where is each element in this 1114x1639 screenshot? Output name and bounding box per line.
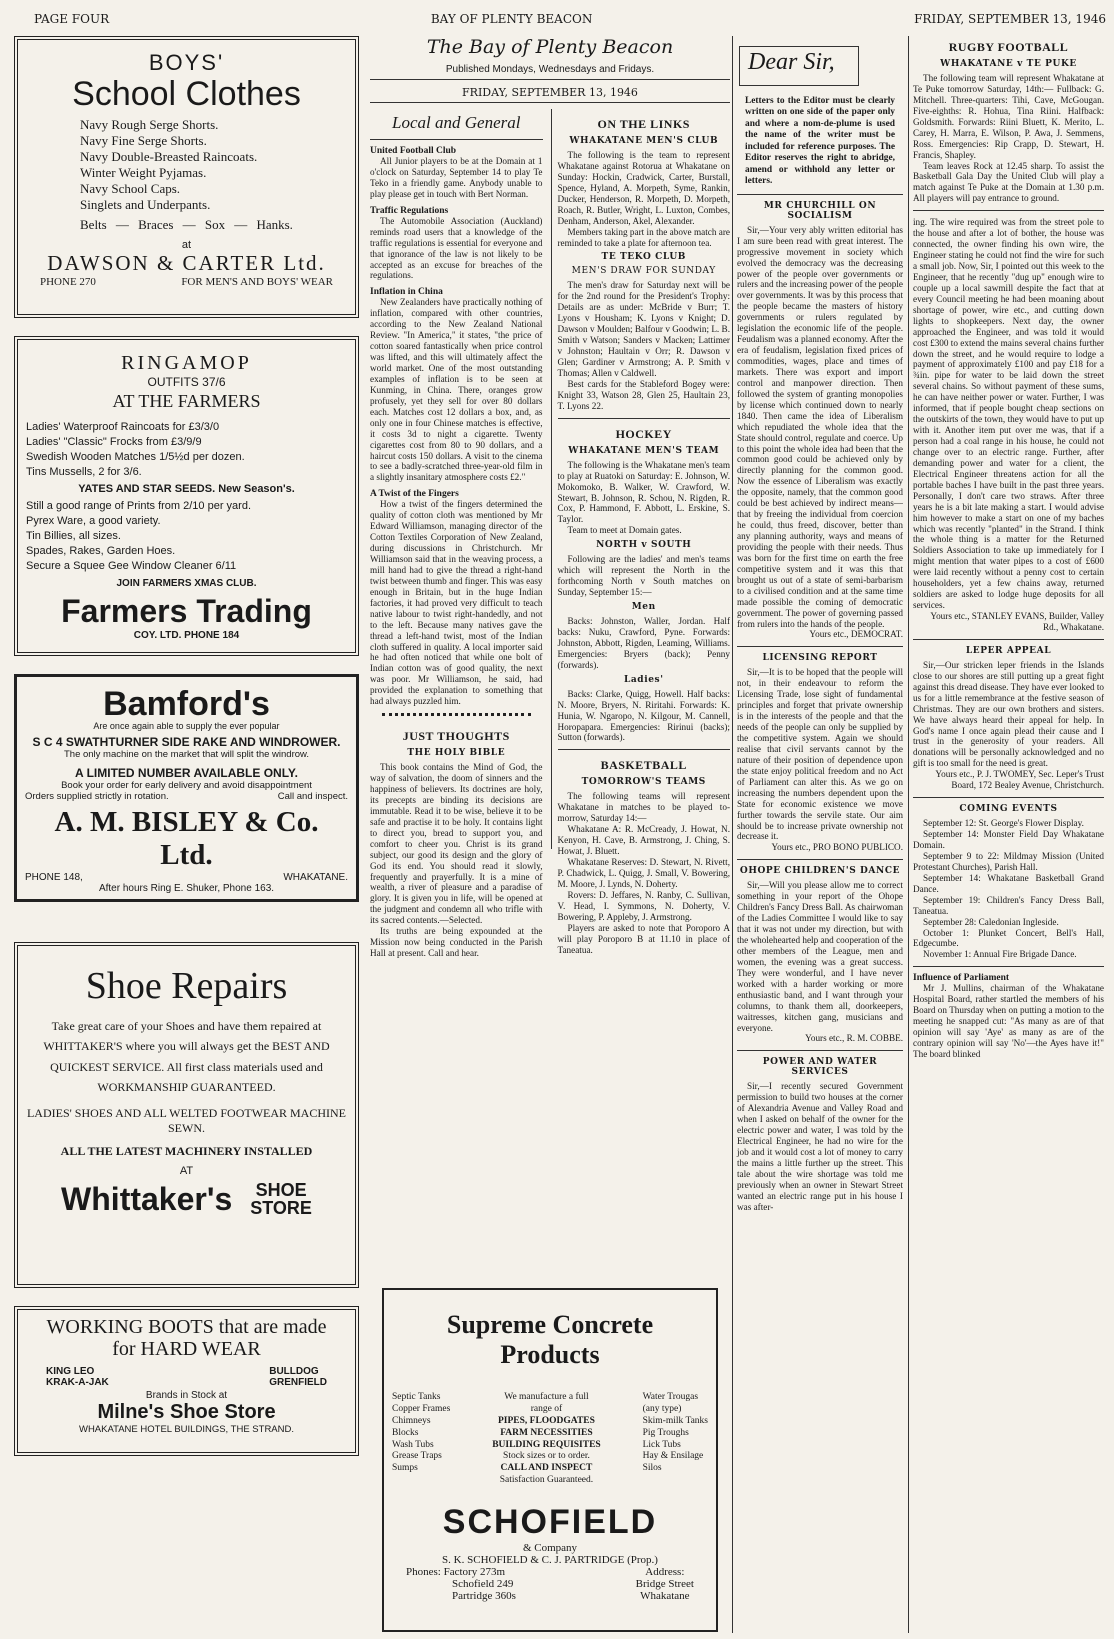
ad-line: After hours Ring E. Shuker, Phone 163. — [98, 883, 275, 894]
item-body: Mr J. Mullins, chairman of the Whakatane Hospital Board, rather startled the members of his Board on Thursday when on putting a motion to the meeting he snapped cut: "As many as are of that opinion will say 'Aye' as many as are of the contrary opinion will say 'No'—the Ayes have it!" The board blinked — [913, 983, 1104, 1059]
store-name: Farmers Trading — [61, 592, 312, 629]
boys-clothes-ad — [14, 36, 359, 318]
letter-title: LICENSING REPORT — [762, 653, 878, 664]
contact-row — [392, 1566, 708, 1602]
item-body: Following are the ladies' and men's teams which will represent the North in the forthcoming North v South matches on Sunday, September 15:— — [557, 554, 730, 598]
ads-column — [14, 36, 359, 1633]
list-item: Navy Double-Breasted Raincoats. — [80, 149, 258, 165]
product: (any type) — [642, 1403, 682, 1414]
ad-line: The only machine on the market that will split the windrow. — [63, 749, 309, 760]
paper-name: BAY OF PLENTY BEACON — [430, 12, 593, 26]
shoe-repairs-ad — [14, 942, 359, 1288]
product: Water Trougas — [642, 1392, 699, 1402]
store-name: DAWSON & CARTER Ltd. — [47, 250, 326, 275]
brand-left — [46, 1366, 109, 1388]
section-title: RUGBY FOOTBALL — [948, 40, 1069, 54]
divider — [913, 210, 1104, 211]
ad-title: Shoe Repairs — [85, 965, 288, 1007]
brand-right — [269, 1366, 327, 1388]
letter-body: Sir,—I recently secured Government permission to build two houses at the corner of Alexandria Avenue and Valley Road and when I asked on behalf of the owner for the electric power and water, I was told by the Electrical Engineer, he had no wire for the job and it would cost a lot of money to carry the mains a little further up the street. This tale about the wire shortage was told me previously when an owner in Stewart Street wanted an electric range put in his house I was after- — [737, 1081, 903, 1212]
ad-line: S. K. SCHOFIELD & C. J. PARTRIDGE (Prop.) — [442, 1554, 658, 1566]
item-body: Whakatane Reserves: D. Stewart, N. Rivett, P. Chadwick, L. Quigg, J. Small, V. Bowering, M. Moore, J. Lynds, N. Doherty. — [557, 857, 730, 889]
product: Septic Tanks — [392, 1392, 441, 1402]
item-body: Backs: Johnston, Waller, Jordan. Half backs: Nuku, Crawford, Pyne. Forwards: Johnston, Abbott, Rigden, Leaming, Williams. Emergencies: Bryers (back); Penny (forwards). — [557, 616, 730, 670]
item-heading: A Twist of the Fingers — [370, 489, 459, 500]
product: Grease Traps — [392, 1451, 442, 1462]
divider — [913, 797, 1104, 798]
letters-column — [732, 36, 907, 1633]
letter-title: MR CHURCHILL ON SOCIALISM — [763, 200, 877, 221]
product: Stock sizes or to order. — [503, 1451, 590, 1462]
section-subtitle: Men — [631, 602, 656, 612]
ad-subtitle: OUTFITS 37/6 — [147, 375, 226, 389]
item-heading: Traffic Regulations — [370, 205, 449, 216]
phones — [406, 1566, 516, 1602]
item-body: The following is the team to represent Whakatane against Rotorua at Whakatane on Sunday: Hockin, Cradwick, Carter, Burstall, Spence, Hyland, A. Morpeth, Syme, Rankin, Ducker, Henderson, R. Morpeth, D. Morpeth, Roach, R. Butler, Wright, L. Luxton, Combes, Denham, Anderson, Akel, Alexander. — [557, 150, 730, 226]
ad-line: S C 4 SWATHTURNER SIDE RAKE AND WINDROWER. — [32, 735, 341, 749]
product: Satisfaction Guaranteed. — [499, 1475, 594, 1486]
product: Skim-milk Tanks — [642, 1415, 708, 1426]
ad-line: COY. LTD. PHONE 184 — [133, 629, 240, 641]
ad-line: Orders supplied strictly in rotation. — [25, 791, 169, 802]
ad-line: & Company — [522, 1542, 578, 1554]
product: Blocks — [392, 1427, 419, 1438]
ad-line: WHAKATANE HOTEL BUILDINGS, THE STRAND. — [78, 1424, 294, 1435]
section-subtitle: COMING EVENTS — [959, 804, 1058, 815]
news-column — [370, 36, 730, 1633]
ad-line: Call and inspect. — [277, 791, 348, 802]
section-subtitle: MEN'S DRAW FOR SUNDAY — [571, 266, 716, 277]
item-body: Whakatane A: R. McCready, J. Howat, N. Kenyon, H. Cave, B. Armstrong, J. Ching, S. Howat, J. Bluett. — [557, 824, 730, 857]
section-title: JUST THOUGHTS — [402, 729, 510, 744]
item-body: Best cards for the Stableford Bogey were: Knight 33, Watson 28, Glen 25, Haultain 23, T. Lyons 22. — [557, 378, 730, 411]
event-item: September 12: St. George's Flower Display. — [923, 818, 1084, 829]
phone: Schofield 249 — [452, 1578, 514, 1590]
event-item: September 14: Whakatane Basketball Grand Dance. — [913, 872, 1104, 894]
ad-line: Pyrex Ware, a good variety. — [26, 515, 161, 528]
letter-signature: Yours etc., STANLEY EVANS, Builder, Valley Rd., Whakatane. — [930, 611, 1104, 632]
local-general — [370, 109, 543, 959]
ad-line: YATES AND STAR SEEDS. New Season's. — [78, 483, 295, 496]
product: Wash Tubs — [392, 1439, 434, 1450]
event-item: September 14: Monster Field Day Whakatane Domain. — [913, 829, 1104, 850]
tagline: FOR MEN'S AND BOYS' WEAR — [181, 275, 333, 288]
list-item: Singlets and Underpants. — [80, 196, 211, 212]
ad-footer — [26, 276, 347, 288]
product-lists — [392, 1392, 708, 1487]
item-body: How a twist of the fingers determined the quality of cotton cloth was mentioned by Mr Edward Williamson, managing director of the Cotton Textiles Corporation of New Zealand, during discussions in Christchurch. Mr Williamson said that in the weaving process, a mill hand had to give the thread a right-hand twist between thumb and finger. This was easy enough in Britain, but in the huge Indian factories, it had proved very difficult to teach native labour to twist right-handedly, and not to the left. Because many natives gave the thread a left-hand twist, most of the Indian cloth suffered in quality. A local importer said he had often noticed that while one bolt of Indian cotton was of good quality, the next was poor. Mr Williamson, he said, had provided the explanation to something that had always puzzled him. — [370, 499, 543, 707]
item-heading: Influence of Parliament — [913, 973, 1010, 984]
masthead — [370, 36, 730, 80]
phone: PHONE 270 — [40, 275, 96, 288]
item-heading: United Football Club — [370, 146, 457, 156]
product-list-right — [643, 1392, 708, 1487]
item-body: New Zealanders have practically nothing of inflation, compared with other countries, according to the New Zealand National Review. "In America," it states, "the price of cotton soared fantastically when price control was lifted, and this will ultimately affect the world market. One of the most outstanding examples of inflation is to be seen at Kunming, in China. There, oranges grow profusely, yet they sell for over 80 dollars each. Matches cost 12 dollars a box, and, as only one in four Chinese matches is effective, it costs 3d to night a cigarette. Twenty cigarettes cost from 80 to 90 dollars, and a haircut costs 150 dollars. A visit to the cinema to see a badly-scratched three-year-old film in a slightly insanitary atmosphere costs £2." — [370, 297, 543, 483]
event-item: September 28: Caledonian Ingleside. — [923, 916, 1059, 927]
ad-title: School Clothes — [72, 75, 301, 113]
item-body: Team to meet at Domain gates. — [567, 525, 682, 536]
ad-line: Brands in Stock at — [145, 1390, 228, 1401]
extra-item: Hanks. — [256, 216, 293, 232]
event-item: November 1: Annual Fire Brigade Dance. — [923, 949, 1077, 960]
product: CALL AND INSPECT — [500, 1463, 593, 1474]
ad-line: Secure a Squee Gee Window Cleaner 6/11 — [26, 559, 237, 572]
ad-line: Book your order for early delivery and avoid disappointment — [61, 780, 312, 791]
bamford-ad — [14, 674, 359, 902]
letter-signature: Yours etc., R. M. COBBE. — [805, 1033, 903, 1044]
item-body: Rovers: D. Jeffares, N. Ranby, C. Sullivan, V. Head, I. Symmons, N. Doherty, V. Bowering, P. Appleby, J. Armstrong. — [557, 889, 730, 922]
store-word: SHOE — [255, 1180, 307, 1201]
ad-heading: AT THE FARMERS — [112, 391, 261, 411]
company-name: SCHOFIELD — [442, 1503, 658, 1541]
section-subtitle: THE HOLY BIBLE — [407, 748, 506, 759]
letter-title: LEPER APPEAL — [965, 645, 1052, 656]
product: range of — [530, 1403, 563, 1414]
news-body — [370, 109, 730, 959]
product: FARM NECESSITIES — [500, 1427, 593, 1438]
letter-body: Sir,—Your very ably written editorial has I am sure been read with great interest. The progressive movement in society which evolved the democracy was the decreasing power of the people over governments or rulers and the increasing power of the people over governments. It was by this process that the people became the masters of history governments or rulers regulated by legislation the economic life of the people. Feudalism was a planned economy. After the era of feudalism, legislation fixed prices of commodities, wages, place and times of markets. There was export and import control and manpower direction. Then followed the system of granting monopolies by license which continued down to nearly 1840. Then came the idea of Liberalism which repudiated the whole idea that the State should control, regulate and coerce. Up to this point the whole idea had been that the common good could be achieved only by directly planning for the common good. Now the essence of Liberalism was exactly the opposite, namely, that the common good could be best achieved by indirect means—that by freeing the individual from coercion he could, thus freed, discover, better than any planning authority, ways and means of providing the people with their needs. Thus was born for the first time on earth the free competitive system and it was this that brought us out of a state of semi-barbarism to a civilised condition and at the same time made possible the coming of democratic government. The power of governing passed from rulers into the hands of the people. — [737, 224, 903, 629]
item-body: Players are asked to note that Poroporo A will play Poroporo B at 11.10 in place of Taneatua. — [557, 922, 730, 955]
section-subtitle: WHAKATANE MEN'S CLUB — [569, 136, 719, 146]
brand: KRAK-A-JAK — [46, 1377, 109, 1388]
item-body: The following team will represent Whakatane at Te Puke tomorrow Saturday, 14th:— Fullback: G. Mitchell. Three-quarters: Tihi, Cave, McGougan. Five-eighths: R. Hohua, Tina Riini. Halfback: Goldsmith. Forwards: Riini Bluett, K. Merito, L. Carey, H. Marra, E. Wilson, P. Awa, J. Semmens, Ross. Emergencies: Rip Crapp, D. Stewart, H. Francis, Shapley. — [913, 73, 1104, 160]
divider — [737, 859, 903, 860]
ad-row — [25, 791, 348, 802]
rugby-column — [908, 36, 1108, 1633]
list-item: Winter Weight Pyjamas. — [80, 164, 207, 180]
item-body: Backs: Clarke, Quigg, Howell. Half backs: N. Moore, Bryers, N. Riritahi. Forwards: K. Hunia, W. Ngaropo, N. Kilgour, M. Cannell, Horopapara. Emergencies: Ririnui (backs); Sutton (forwards). — [557, 688, 730, 743]
ad-title: BOYS' — [148, 50, 225, 75]
letter-signature: Yours etc., P. J. TWOMEY, Sec. Leper's Trust Board, 172 Bealey Avenue, Christchurch. — [935, 769, 1104, 791]
publication-note: Published Mondays, Wednesdays and Fridays. — [445, 64, 655, 75]
brand: KING LEO — [46, 1366, 95, 1377]
product-list-left — [392, 1392, 450, 1487]
item-body: Its truths are being expounded at the Mission now being conducted in the Parish Hall at present. Call and hear. — [370, 926, 543, 959]
section-subtitle: WHAKATANE v TE PUKE — [940, 59, 1077, 69]
divider — [913, 639, 1104, 640]
product: Chimneys — [392, 1415, 431, 1426]
divider — [382, 713, 531, 721]
ad-line: Ladies' "Classic" Frocks from £3/9/9 — [26, 435, 202, 448]
brand: GRENFIELD — [269, 1377, 327, 1388]
ad-line: Swedish Wooden Matches 1/5½d per dozen. — [26, 450, 245, 463]
address-line: Bridge Street — [635, 1578, 694, 1590]
extra-item: Sox — [204, 216, 226, 232]
letter-signature: Yours etc., PRO BONO PUBLICO. — [771, 842, 903, 853]
phone: Partridge 360s — [452, 1590, 516, 1602]
list-item: Navy Rough Serge Shorts. — [80, 117, 219, 133]
divider — [558, 418, 731, 419]
paper-masthead: The Bay of Plenty Beacon — [426, 36, 674, 58]
town: WHAKATANE. — [283, 872, 348, 883]
brand: BULLDOG — [269, 1366, 319, 1377]
item-body: The Automobile Association (Auckland) reminds road users that a knowledge of the traffic regulations is essential for everyone and that ignorance of the law is not likely to be accepted as an excuse for breaches of the regulations. — [370, 215, 543, 281]
ad-body: Take great care of your Shoes and have them repaired at WHITTAKER'S where you will always get the BEST AND QUICKEST SERVICE. All first class materials used and WORKMANSHIP GUARANTEED. — [43, 1019, 330, 1095]
ad-line: Ladies' Waterproof Raincoats for £3/3/0 — [26, 421, 220, 433]
store-name: Milne's Shoe Store — [97, 1401, 276, 1423]
ad-title: RINGAMOP — [121, 352, 252, 374]
boots-ad — [14, 1306, 359, 1456]
store-word: STORE — [250, 1198, 312, 1219]
event-item: October 1: Plunket Concert, Bell's Hall, Edgecumbe. — [913, 927, 1104, 949]
ad-line: Tin Billies, all sizes. — [26, 530, 121, 543]
section-subtitle: TE TEKO CLUB — [601, 252, 686, 263]
letters-logo: Dear Sir, — [739, 46, 859, 86]
page-header — [34, 12, 1106, 28]
ad-line: JOIN FARMERS XMAS CLUB. — [116, 577, 257, 589]
item-body: Members taking part in the above match are reminded to take a plate for afternoon tea. — [557, 226, 730, 248]
list-item: Navy Fine Serge Shorts. — [80, 133, 207, 149]
letter-title: OHOPE CHILDREN'S DANCE — [739, 866, 901, 877]
product: Hay & Ensilage — [642, 1451, 704, 1462]
ad-line: Are once again able to supply the ever popular — [93, 721, 280, 731]
ad-line: Tins Mussells, 2 for 3/6. — [26, 465, 142, 478]
events-list — [913, 818, 1104, 960]
event-item: September 19: Children's Fancy Dress Ball, Taneatua. — [913, 894, 1104, 916]
item-body: The men's draw for Saturday next will be for the 2nd round for the President's Trophy: Details are as under: McBride v Burr; T. Lyons v Housham; K. Lyons v Knight; D. Dawson v Moulden; Balfour v Goodwin; L. B. Smith v Watson; Sanders v Macken; Lattimer v Johnston; Haultain v Orr; R. Dawson v Glen; Gardiner v Armstrong; A. P. Smith v Thomas; Allen v Caldwell. — [557, 280, 730, 378]
item-list — [26, 117, 347, 212]
dateline: FRIDAY, SEPTEMBER 13, 1946 — [370, 86, 730, 103]
letter-continued: ing. The wire required was from the street pole to the house and after a lot of bother, the house was connected, the owner finding his own wire, the Engineer stating he could not find the wire for such a small job. Now, Sir, I pointed out this week to the Engineer, that he recently "dug up" enough wire to couple up a local sawmill despite the fact that at every Council meeting he had been moaning about shortage of power, wire etc., and cutting down lights to shopkeepers. Next day, the owner approached the Engineer, and was told it would cost £300 to extend the mains several chains further down the street, and he would require to lodge a payment of approximately £100 and pay £18 for a ¾in. pipe for water to be laid down the street several chains. So without payment of these sums, he can have neither power or water. Further, I was informed, that if people bought cheap sections on the outskirts of the town, they would have to put up with it. Another item put over me was, that if a person had a coal range in his house, he could not change over to an electric range. Further, after demanding power and water for a client, the Electrical Engineer threatens action for all the portable baches I have built in the past three years. Personally, I don't care two straws. After three years he is a bit late making a start. I would advise him however to make a start on one of my baches which was recently "planted" in the Strand. I think the whole thing is a matter for the Returned Soldiers Association to take up immediately for I might mention that water pipes to a cost of £600 were laid recently without a penny cost to certain householders, yet a few chains away, returned soldiers are asked to lodge huge deposits for all services. — [913, 217, 1104, 611]
store-name: Whittaker's — [61, 1180, 233, 1217]
address — [636, 1566, 694, 1602]
ad-line: A LIMITED NUMBER AVAILABLE ONLY. — [75, 766, 298, 780]
ad-title: for HARD WEAR — [112, 1338, 261, 1360]
store-row — [26, 1181, 347, 1218]
ad-line: Still a good range of Prints from 2/10 per yard. — [26, 500, 252, 513]
item-body: All Junior players to be at the Domain at 1 o'clock on Saturday, September 14 to play Te Teko in a friendly game. Anybody unable to play please get in touch with Bert Norman. — [370, 156, 543, 199]
address-line: Whakatane — [640, 1590, 690, 1602]
product: PIPES, FLOODGATES — [497, 1415, 595, 1426]
divider — [737, 194, 903, 195]
ad-title: Bamford's — [103, 685, 270, 723]
product: BUILDING REQUISITES — [492, 1439, 601, 1450]
page-date: FRIDAY, SEPTEMBER 13, 1946 — [914, 12, 1106, 26]
letter-body: Sir,—Will you please allow me to correct something in your report of the Ohope Children's Fancy Dress Ball. As chairwoman of the Ladies Committee I would like to say that it was not under my direction, but with the wholehearted help and cooperation of the other members of the League, men and women, the evening was a great success. They were wonderful, and I have never worked with a harder working or more enthusiastic band, and I want through your columns, to thank them all, doorkeepers, waitresses, kitchen gang, musicians and everyone. — [737, 880, 903, 1033]
item-body: Team leaves Rock at 12.45 sharp. To assist the Basketball Gala Day the United Club will play a match against Te Puke at the Domain at 1.30 p.m. All players will pay entrance to ground. — [913, 160, 1104, 204]
letter-body: Sir,—Our stricken leper friends in the Islands close to our shores are still putting up a great fight against this dread disease. They have ever looked to us for a little remembrance at the festive season of Christmas. They are our own brothers and sisters. We have always heard their appeal for help. In God's name I once again plead their cause and I trust in the generosity of your readers. All donations will be personally acknowledged and no gift is too small for the need is great. — [913, 659, 1104, 769]
section-title: ON THE LINKS — [597, 117, 690, 131]
event-item: September 9 to 22: Mildmay Mission (United Protestant Churches), Parish Hall. — [913, 850, 1104, 872]
farmers-ad — [14, 336, 359, 656]
ad-at: at — [181, 238, 192, 251]
page-number: PAGE FOUR — [34, 12, 110, 26]
section-title: Local and General — [370, 109, 543, 140]
ad-line: ALL THE LATEST MACHINERY INSTALLED — [60, 1143, 313, 1158]
letter-signature: Yours etc., DEMOCRAT. — [809, 629, 903, 640]
product: Pig Troughs — [642, 1427, 689, 1438]
store-label — [250, 1181, 312, 1217]
item-heading: Inflation in China — [370, 287, 443, 298]
list-item: Navy School Caps. — [80, 180, 181, 196]
section-subtitle: TOMORROW'S TEAMS — [581, 777, 706, 788]
address-label: Address: — [645, 1566, 685, 1578]
brand-row — [26, 1360, 347, 1388]
product-list-mid — [492, 1392, 601, 1487]
letter-body: Sir,—It is to be hoped that the people will not, in their endeavour to reform the Licensing Trade, lose sight of fundamental principles and forget that private ownership is in the interests of the people and that the needs of the people can only be supplied by the competitive system. Again we should realise that civil servants cannot by the nature of their position of dependence upon the state enjoy political freedom and no Act of Parliament can alter this. As we go on increasing the numbers dependent upon the State for economic existence we move further towards the servile state. Our aim should be to increase private ownership not decrease it. — [737, 667, 903, 842]
ad-line: Spades, Rakes, Garden Hoes. — [26, 544, 176, 557]
item-body: This book contains the Mind of God, the way of salvation, the doom of sinners and the happiness of believers. Its doctrines are holy, its precepts are binding its decisions are immutable. Read it to be wise, believe it to be safe and practise it to be holy. It contains light to direct you, bread to support you, and comfort to cheer you. Christ is its grand subject, our good its design and the glory of God its end. You should read it slowly, frequently and prayerfully. It is a mine of wealth, a river of pleasure and a paradise of glory. It is given you in life, will be opened at the judgment and condemn all who trifle with its sacred contents.—Selected. — [370, 762, 543, 926]
product: Silos — [642, 1463, 662, 1474]
extras-row: Belts — Braces — Sox — Hanks. — [80, 216, 293, 232]
extra-item: Belts — [80, 216, 107, 232]
divider — [737, 1050, 903, 1051]
concrete-ad — [382, 1288, 718, 1632]
ad-title: Products — [500, 1340, 600, 1369]
letters-notice: Letters to the Editor must be clearly written on one side of the paper only and where a nom-de-plume is used the name of the writer must be included for reference purposes. The Editor reserves the right to abridge, amend or withhold any letter or letters. — [745, 96, 895, 187]
item-body: The following is the Whakatane men's team to play at Ruatoki on Saturday: E. Johnson, W. Mokomoko, B. Walker, W. Crawford, W. Stewart, B. Johnson, R. Schou, N. Rigden, R. Cox, P. Hammond, F. Abbott, L. Erskine, S. Taylor. — [557, 459, 730, 525]
ad-row — [25, 872, 348, 883]
section-title: BASKETBALL — [600, 758, 687, 773]
phone: Phones: Factory 273m — [406, 1566, 505, 1578]
divider — [737, 646, 903, 647]
ad-title: Supreme Concrete — [446, 1310, 654, 1339]
letter-title: POWER AND WATER SERVICES — [762, 1057, 878, 1078]
section-subtitle: WHAKATANE MEN'S TEAM — [568, 445, 720, 456]
item-body: The following teams will represent Whakatane in matches to be played to-morrow, Saturday 14:— — [557, 791, 730, 824]
sports — [551, 109, 731, 955]
section-title: HOCKEY — [615, 426, 672, 441]
product: Lick Tubs — [642, 1439, 681, 1450]
extra-item: Braces — [138, 216, 174, 232]
ad-title: WORKING BOOTS that are made — [46, 1316, 327, 1338]
product: We manufacture a full — [504, 1392, 589, 1402]
ad-line: AT — [179, 1164, 194, 1177]
divider — [913, 966, 1104, 967]
product: Sumps — [392, 1463, 418, 1474]
ad-line: LADIES' SHOES AND ALL WELTED FOOTWEAR MACHINE SEWN. — [26, 1105, 347, 1135]
company-name: A. M. BISLEY & Co. Ltd. — [54, 806, 319, 871]
divider — [558, 749, 731, 750]
product: Copper Frames — [392, 1403, 451, 1414]
section-subtitle: NORTH v SOUTH — [596, 540, 692, 551]
section-subtitle: Ladies' — [623, 674, 664, 685]
phone: PHONE 148, — [25, 872, 83, 883]
